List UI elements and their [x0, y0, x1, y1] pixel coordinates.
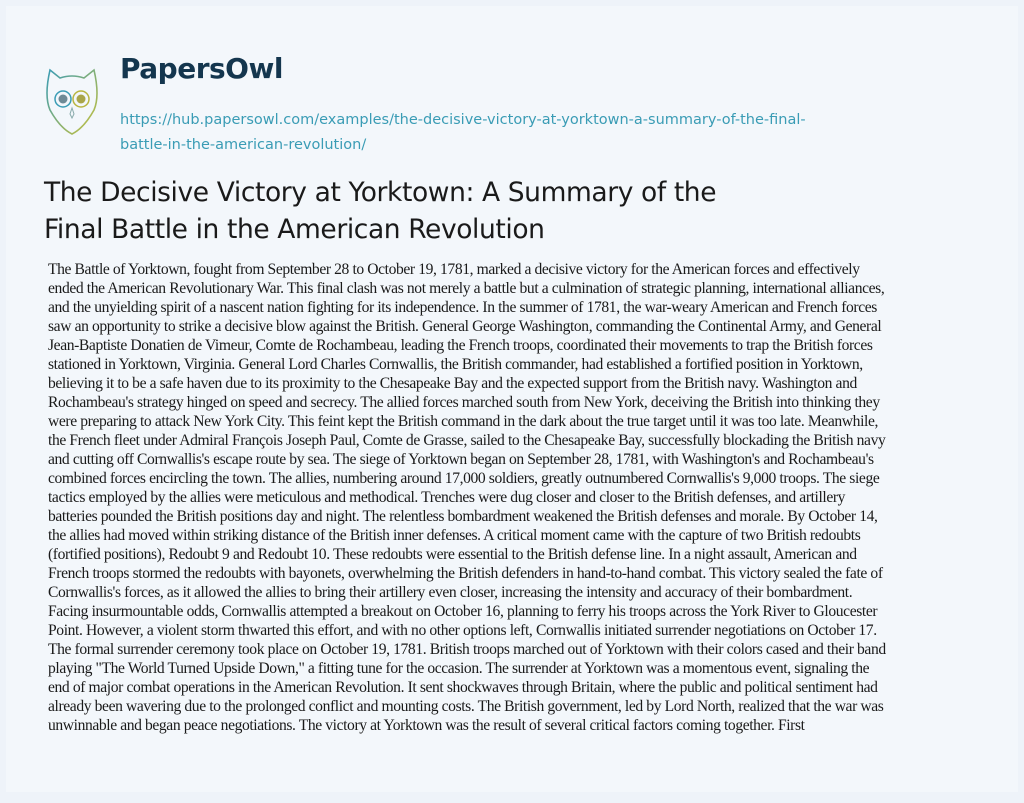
body-text-line: believing it to be a safe haven due to its proximity to the Chesapeake Bay and the expected support from the British navy. Washington and — [48, 375, 857, 392]
body-text-line: and cutting off Cornwallis's escape route by sea. The siege of Yorktown began on September 28, 1781, with Washington's and Rochambeau's — [48, 451, 874, 468]
body-text-line: unwinnable and began peace negotiations. The victory at Yorktown was the result of several critical factors coming together. First — [48, 717, 805, 734]
body-text-line: Jean-Baptiste Donatien de Vimeur, Comte de Rochambeau, leading the French troops, coordinated their movements to trap the British forces — [48, 337, 873, 354]
body-text-line: and the unyielding spirit of a nascent nation fighting for its independence. In the summer of 1781, the war-weary American and French forces — [48, 299, 877, 316]
body-text-line: (fortified positions), Redoubt 9 and Redoubt 10. These redoubts were essential to the British defense line. In a night assault, American and — [48, 546, 857, 563]
body-text-line: combined forces encircling the town. The allies, numbering around 17,000 soldiers, greatly outnumbered Cornwallis's 9,000 troops. The siege — [48, 470, 880, 487]
title-line-1: The Decisive Victory at Yorktown: A Summary of the — [44, 177, 717, 208]
document-body — [48, 260, 988, 735]
body-text-line: saw an opportunity to strike a decisive blow against the British. General George Washington, commanding the Continental Army, and General — [48, 318, 882, 335]
body-text-line: Point. However, a violent storm thwarted this effort, and with no other options left, Cornwallis initiated surrender negotiations on October 17. — [48, 622, 877, 639]
body-text-line: the allies had moved within striking distance of the British inner defenses. A critical moment came with the capture of two British redoubts — [48, 527, 861, 544]
body-text-line: The Battle of Yorktown, fought from September 28 to October 19, 1781, marked a decisive victory for the American forces and effectively — [48, 261, 860, 278]
body-text-line: Cornwallis's forces, as it allowed the allies to bring their artillery even closer, increasing the intensity and accuracy of their bombardment. — [48, 584, 853, 601]
body-text-line: the French fleet under Admiral François Joseph Paul, Comte de Grasse, sailed to the Chesapeake Bay, successfully blockading the British navy — [48, 432, 886, 449]
source-url-link[interactable] — [120, 108, 820, 158]
body-text-line: Rochambeau's strategy hinged on speed and secrecy. The allied forces marched south from New York, deceiving the British into thinking they — [48, 394, 880, 411]
body-text-line: French troops stormed the redoubts with bayonets, overwhelming the British defenders in hand-to-hand combat. This victory sealed the fate of — [48, 565, 883, 582]
body-text-line: The formal surrender ceremony took place on October 19, 1781. British troops marched out of Yorktown with their colors cased and their band — [48, 641, 886, 658]
title-line-2: Final Battle in the American Revolution — [44, 214, 545, 245]
body-text-line: Facing insurmountable odds, Cornwallis attempted a breakout on October 16, planning to ferry his troops across the York River to Gloucester — [48, 603, 878, 620]
body-text-line: batteries pounded the British positions day and night. The relentless bombardment weakened the British defenses and morale. By October 14, — [48, 508, 878, 525]
url-line-2[interactable]: battle-in-the-american-revolution/ — [120, 137, 367, 153]
document-title — [44, 174, 804, 248]
brand-name: PapersOwl — [120, 52, 283, 85]
body-text-line: were preparing to attack New York City. This feint kept the British command in the dark about the true target until it was too late. Meanwhile, — [48, 413, 879, 430]
body-text-line: tactics employed by the allies were meticulous and methodical. Trenches were dug closer and closer to the British defenses, and artillery — [48, 489, 846, 506]
url-line-1[interactable]: https://hub.papersowl.com/examples/the-decisive-victory-at-yorktown-a-summary-of-the-final- — [120, 112, 806, 128]
papersowl-logo-icon — [44, 66, 100, 136]
body-text-line: already been wavering due to the prolonged conflict and mounting costs. The British government, led by Lord North, realized that the war was — [48, 698, 884, 715]
body-text-line: ended the American Revolutionary War. This final clash was not merely a battle but a culmination of strategic planning, international alliances, — [48, 280, 885, 297]
body-text-line: stationed in Yorktown, Virginia. General Lord Charles Cornwallis, the British commander, had established a fortified position in Yorktown, — [48, 356, 863, 373]
body-text-line: playing "The World Turned Upside Down," a fitting tune for the occasion. The surrender at Yorktown was a momentous event, signaling the — [48, 660, 870, 677]
body-text-line: end of major combat operations in the American Revolution. It sent shockwaves through Britain, where the public and political sentiment had — [48, 679, 878, 696]
